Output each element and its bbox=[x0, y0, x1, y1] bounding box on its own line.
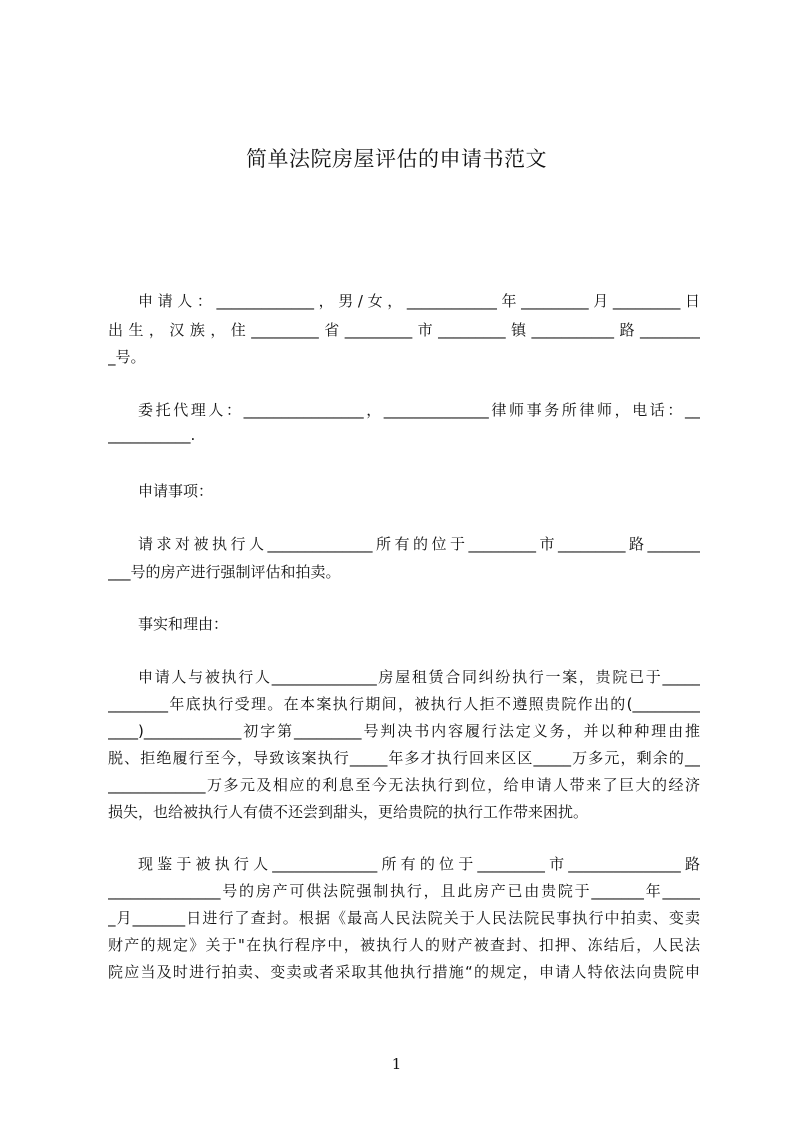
agent-line-1: 委托代理人：________________，______________律师事务所律师，电话：__ bbox=[138, 401, 700, 419]
facts-heading: 事实和理由： bbox=[138, 615, 229, 633]
agent-line-2: ___________. bbox=[108, 426, 196, 444]
facts-line-5: _____________万多元及相应的利息至今无法执行到位，给申请人带来了巨大的经济 bbox=[108, 776, 700, 794]
applicant-line-3: _号。 bbox=[108, 348, 146, 366]
facts-line-1: 申请人与被执行人______________房屋租赁合同纠纷执行一案，贵院已于_____ bbox=[138, 668, 700, 686]
document-title: 简单法院房屋评估的申请书范文 bbox=[246, 147, 547, 171]
page-number: 1 bbox=[391, 1055, 402, 1073]
applicant-line-1: 申请人：_____________，男/女，____________年_________月_________日 bbox=[138, 292, 700, 310]
facts-line-3: ____)_____________初字第_________号判决书内容履行法定义务，并以种种理由推 bbox=[108, 722, 700, 740]
facts-line-2: ________年底执行受理。在本案执行期间，被执行人拒不遵照贵院作出的(_________ bbox=[108, 695, 700, 713]
request-line-2: ___号的房产进行强制评估和拍卖。 bbox=[108, 563, 341, 581]
situation-line-1: 现鉴于被执行人______________所有的位于_________市_______________路 bbox=[138, 855, 700, 873]
applicant-line-2: 出生，汉族，住_________省_________市_________镇___________路________ bbox=[108, 321, 700, 339]
situation-line-2: _______________号的房产可供法院强制执行，且此房产已由贵院于_______年_____ bbox=[108, 882, 700, 900]
situation-line-3: _月_______日进行了查封。根据《最高人民法院关于人民法院民事执行中拍卖、变卖 bbox=[108, 909, 700, 927]
situation-line-4: 财产的规定》关于"在执行程序中，被执行人的财产被查封、扣押、冻结后，人民法 bbox=[108, 936, 700, 954]
request-line-1: 请求对被执行人______________所有的位于_________市_________路_______ bbox=[138, 535, 700, 553]
facts-line-6: 损失，也给被执行人有债不还尝到甜头，更给贵院的执行工作带来困扰。 bbox=[108, 803, 589, 821]
facts-line-4: 脱、拒绝履行至今，导致该案执行_____年多才执行回来区区_____万多元，剩余的__ bbox=[108, 749, 700, 767]
request-items-heading: 申请事项： bbox=[138, 482, 214, 500]
situation-line-5: 院应当及时进行拍卖、变卖或者采取其他执行措施“的规定，申请人特依法向贵院申 bbox=[108, 963, 700, 981]
